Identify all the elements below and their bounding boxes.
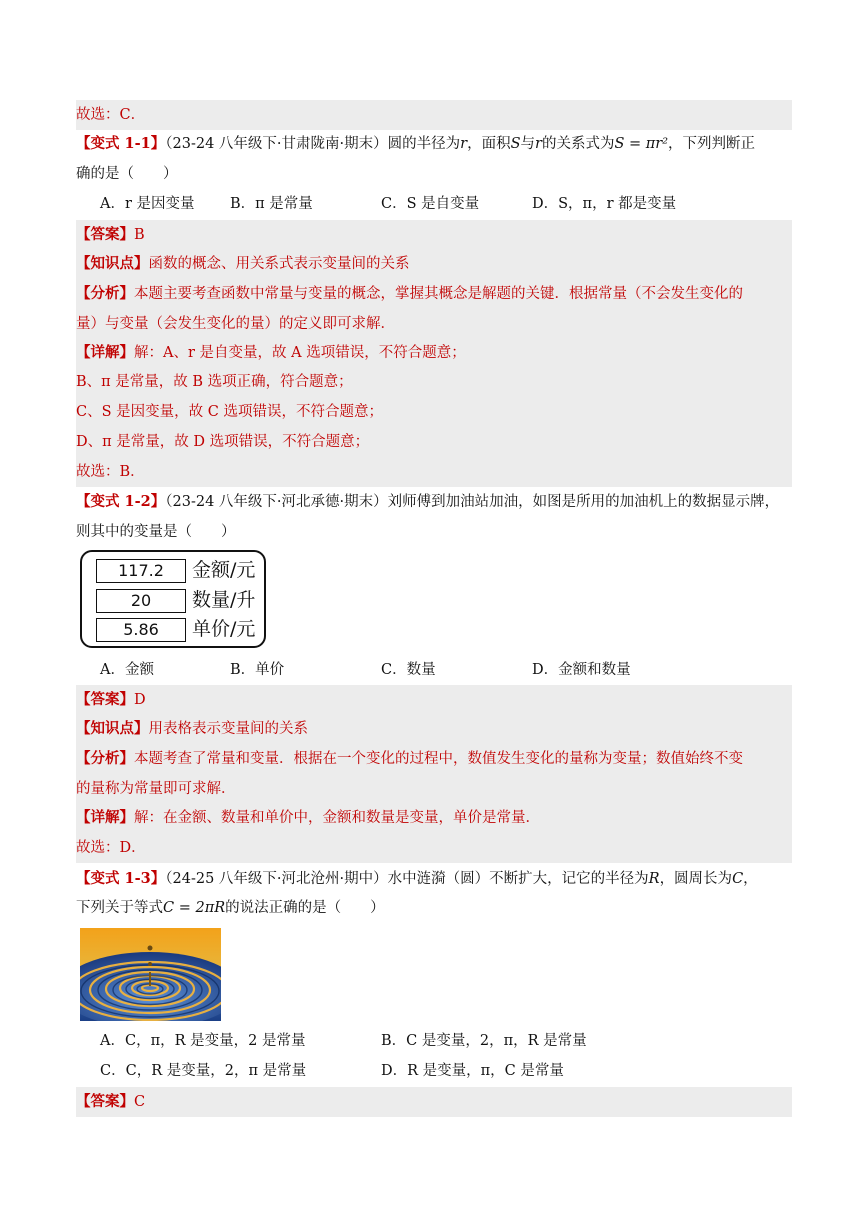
variant-1-3-options-row1	[100, 1026, 780, 1056]
analysis-line2: 的量称为常量即可求解．	[76, 774, 792, 804]
formula: C = 2πR	[163, 900, 226, 916]
answer-line: 【答案】D	[76, 685, 792, 715]
detail-line1: 【详解】解：在金额、数量和单价中，金额和数量是变量，单价是常量．	[76, 803, 792, 833]
pump-value: 20	[96, 589, 186, 613]
answer-line: 【答案】C	[76, 1087, 792, 1117]
detail-line2: 故选：D．	[76, 833, 792, 863]
option-d: D．金额和数量	[532, 662, 631, 678]
variant-1-2-question-line1: 【变式 1-2】（23-24 八年级下·河北承德·期末）刘师傅到加油站加油，如图是所用的加油机上的数据显示牌，	[76, 493, 780, 510]
knowledge-point-line: 【知识点】函数的概念、用关系式表示变量间的关系	[76, 249, 792, 279]
variant-tag: 【变式 1-3】	[76, 870, 166, 887]
detail-line5: 故选：B．	[76, 457, 792, 487]
option-b: B．π 是常量	[230, 196, 313, 212]
analysis-line1: 【分析】本题主要考查函数中常量与变量的概念，掌握其概念是解题的关键．根据常量（不会发生变化的	[76, 279, 792, 309]
variant-1-3-question-line1: 【变式 1-3】（24-25 八年级下·河北沧州·期中）水中涟漪（圆）不断扩大，记它的半径为R，圆周长为C，	[76, 870, 758, 887]
fuel-pump-display	[80, 550, 266, 648]
option-b: B．C 是变量，2，π，R 是常量	[381, 1033, 587, 1049]
option-c: C．S 是自变量	[381, 196, 480, 212]
variant-1-1-options	[100, 189, 780, 219]
pump-label: 单价/元	[192, 618, 256, 640]
pump-row-quantity	[96, 589, 266, 613]
pump-label: 数量/升	[192, 589, 256, 611]
pump-row-price	[96, 618, 266, 642]
knowledge-point-line: 【知识点】用表格表示变量间的关系	[76, 714, 792, 744]
detail-line1: 【详解】解：A、r 是自变量，故 A 选项错误，不符合题意；	[76, 338, 792, 368]
variant-tag: 【变式 1-1】	[76, 135, 166, 152]
variant-1-2-options	[100, 655, 780, 685]
variant-1-3-options-row2	[100, 1056, 780, 1086]
pump-row-amount	[96, 559, 266, 583]
answer-line: 【答案】B	[76, 220, 792, 250]
option-a: A．金额	[100, 662, 154, 678]
formula: S = πr²	[614, 136, 669, 152]
variant-tag: 【变式 1-2】	[76, 493, 166, 510]
option-d: D．S，π，r 都是变量	[532, 196, 677, 212]
variant-1-1-question-line2: 确的是（ ）	[76, 166, 178, 182]
option-d: D．R 是变量，π，C 是常量	[381, 1063, 564, 1079]
pump-label: 金额/元	[192, 559, 256, 581]
option-c: C．数量	[381, 662, 436, 678]
variant-1-2-question-line2: 则其中的变量是（ ）	[76, 524, 236, 540]
variant-1-1-question-line1: 【变式 1-1】（23-24 八年级下·甘肃陇南·期末）圆的半径为r，面积S与r的关系式为S = πr²，下列判断正	[76, 135, 756, 152]
detail-line2: B、π 是常量，故 B 选项正确，符合题意；	[76, 367, 792, 397]
water-ripple-image	[80, 928, 221, 1021]
prev-conclusion: 故选：C．	[76, 100, 792, 130]
option-a: A．C，π，R 是变量，2 是常量	[100, 1033, 306, 1049]
variant-1-3-question-line2: 下列关于等式C = 2πR的说法正确的是（ ）	[76, 900, 385, 916]
detail-line4: D、π 是常量，故 D 选项错误，不符合题意；	[76, 427, 792, 457]
option-b: B．单价	[230, 662, 285, 678]
option-a: A．r 是因变量	[100, 196, 195, 212]
detail-line3: C、S 是因变量，故 C 选项错误，不符合题意；	[76, 397, 792, 427]
pump-value: 117.2	[96, 559, 186, 583]
analysis-line1: 【分析】本题考查了常量和变量．根据在一个变化的过程中，数值发生变化的量称为变量；数值始终不变	[76, 744, 792, 774]
option-c: C．C，R 是变量，2，π 是常量	[100, 1063, 307, 1079]
pump-value: 5.86	[96, 618, 186, 642]
analysis-line2: 量）与变量（会发生变化的量）的定义即可求解．	[76, 309, 792, 339]
